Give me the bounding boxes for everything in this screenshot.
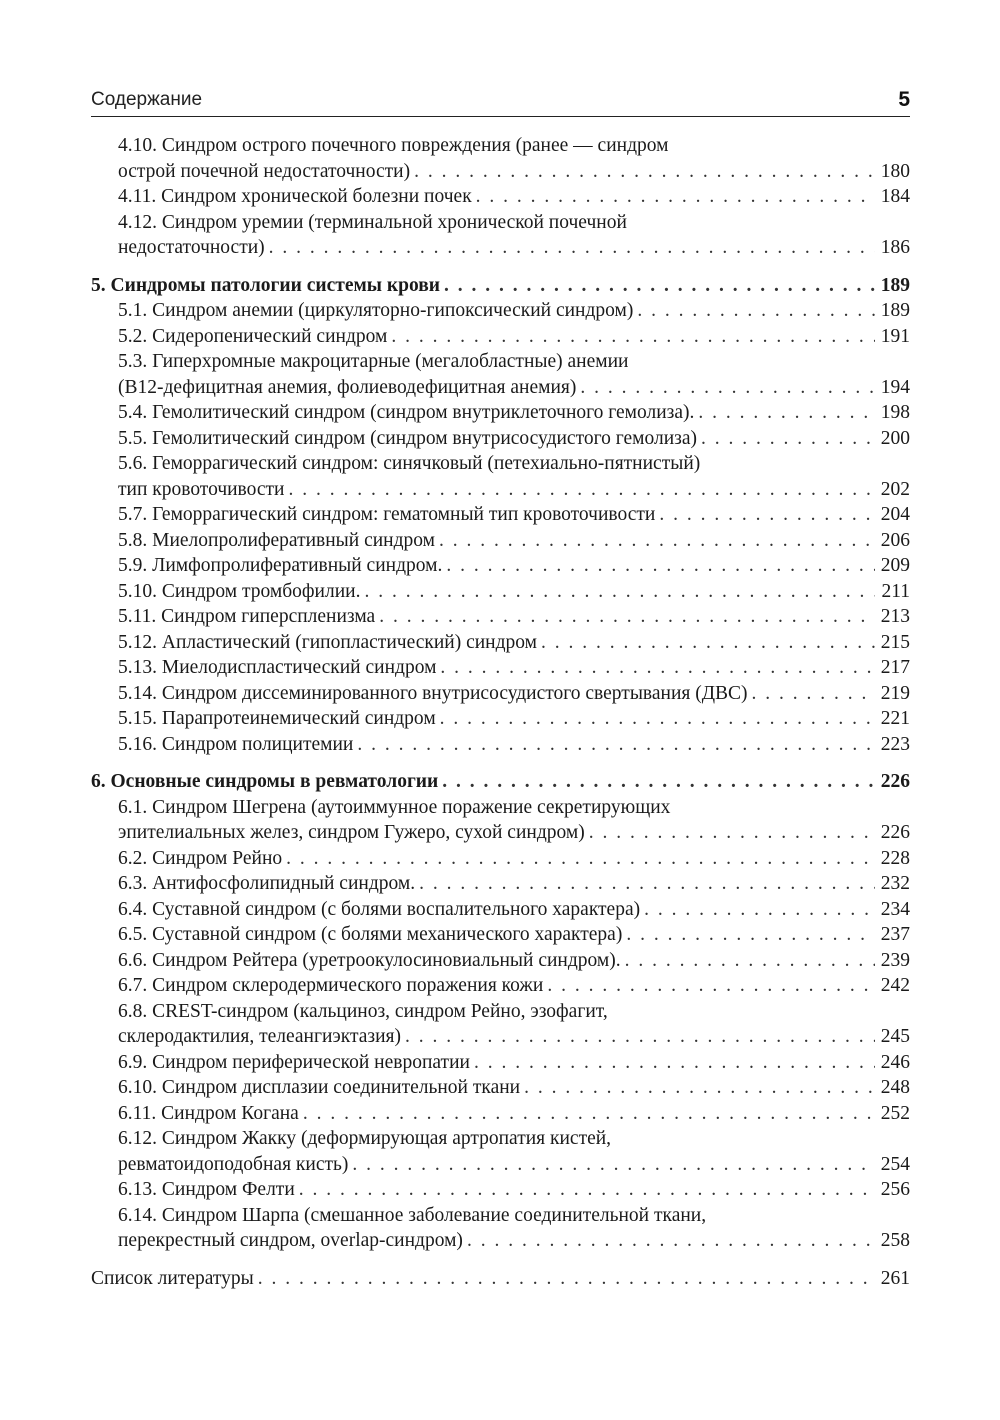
toc-entry-4-10[interactable]: острой почечной недостаточности) . . . 180 <box>91 159 910 185</box>
toc-entry-5-3-line1[interactable]: 5.3. Гиперхромные макроцитарные (мегалобластные) анемии <box>118 351 629 372</box>
toc-entry-6-5[interactable]: 6.5. Суставной синдром (с болями механического характера) . . . 237 <box>91 922 910 948</box>
toc-entry-6-12[interactable]: ревматоидоподобная кисть) . . . 254 <box>91 1152 910 1178</box>
page-ref: 254 <box>880 1153 910 1175</box>
page-ref: 213 <box>880 606 910 627</box>
page-ref: 215 <box>880 631 910 653</box>
leader-dots <box>547 973 874 999</box>
page-ref: 191 <box>880 325 910 347</box>
leader-dots <box>589 820 875 846</box>
page-ref: 189 <box>880 274 910 296</box>
leader-dots <box>286 846 875 872</box>
toc-entry-5-8[interactable]: 5.8. Миелопролиферативный синдром . . . 206 <box>91 528 910 554</box>
toc-entry-6-14[interactable]: перекрестный синдром, overlap-синдром) . . . 258 <box>91 1228 910 1254</box>
leader-dots <box>440 706 875 732</box>
toc-entry-5-1[interactable]: 5.1. Синдром анемии (циркуляторно-гипоксический синдром) . . . 189 <box>91 298 910 324</box>
toc-section-5[interactable]: 5. Синдромы патологии системы крови . . . 189 <box>91 273 910 299</box>
leader-dots <box>364 579 875 605</box>
leader-dots <box>391 324 874 350</box>
toc-entry-6-10[interactable]: 6.10. Синдром дисплазии соединительной ткани . . . 248 <box>91 1075 910 1101</box>
toc-entry-5-5[interactable]: 5.5. Гемолитический синдром (синдром внутрисосудистого гемолиза) . . . 200 <box>91 426 910 452</box>
toc-entry-6-11[interactable]: 6.11. Синдром Когана . . . 252 <box>91 1101 910 1127</box>
page-ref: 226 <box>880 771 910 792</box>
leader-dots <box>474 1050 875 1076</box>
leader-dots <box>444 273 875 299</box>
leader-dots <box>440 655 874 681</box>
leader-dots <box>626 922 874 948</box>
toc-entry-5-2[interactable]: 5.2. Сидеропенический синдром . . . 191 <box>91 324 910 350</box>
toc-entry-6-12-line1[interactable]: 6.12. Синдром Жакку (деформирующая артропатия кистей, <box>118 1128 612 1149</box>
page-ref: 189 <box>880 300 910 321</box>
page-ref: 252 <box>880 1102 910 1124</box>
page-ref: 246 <box>880 1051 910 1073</box>
page-ref: 248 <box>880 1077 910 1098</box>
page-ref: 239 <box>880 949 910 971</box>
toc-entry-5-13[interactable]: 5.13. Миелодиспластический синдром . . . 217 <box>91 655 910 681</box>
toc-entry-6-9[interactable]: 6.9. Синдром периферической невропатии . . . 246 <box>91 1050 910 1076</box>
leader-dots <box>414 159 875 185</box>
toc-entry-5-3[interactable]: (В12-дефицитная анемия, фолиеводефицитная анемия) . . . 194 <box>91 375 910 401</box>
page-ref: 245 <box>880 1026 910 1047</box>
page-ref: 261 <box>880 1267 910 1289</box>
toc-entry-6-3[interactable]: 6.3. Антифосфолипидный синдром. . . . 232 <box>91 871 910 897</box>
toc-entry-6-8-line1[interactable]: 6.8. CREST-синдром (кальциноз, синдром Рейно, эзофагит, <box>118 1000 608 1022</box>
leader-dots <box>439 528 875 554</box>
leader-dots <box>269 235 875 261</box>
leader-dots <box>541 630 875 656</box>
page-ref: 242 <box>880 975 910 996</box>
leader-dots <box>580 375 874 401</box>
page-ref: 180 <box>880 160 910 182</box>
toc-entry-6-4[interactable]: 6.4. Суставной синдром (с болями воспалительного характера) . . . 234 <box>91 897 910 923</box>
toc-entry-4-10-line1[interactable]: 4.10. Синдром острого почечного повреждения (ранее — синдром <box>118 135 669 156</box>
toc-entry-4-11[interactable]: 4.11. Синдром хронической болезни почек . . . 184 <box>91 184 910 210</box>
leader-dots <box>644 897 875 923</box>
leader-dots <box>476 184 875 210</box>
toc-entry-4-12-line1[interactable]: 4.12. Синдром уремии (терминальной хронической почечной <box>118 211 627 233</box>
leader-dots <box>419 871 875 897</box>
toc-entry-5-6[interactable]: тип кровоточивости . . . 202 <box>91 477 910 503</box>
toc-entry-5-15[interactable]: 5.15. Парапротеинемический синдром . . . 221 <box>91 706 910 732</box>
toc-entry-5-6-line1[interactable]: 5.6. Геморрагический синдром: синячковый (петехиально-пятнистый) <box>118 453 701 474</box>
toc-entry-5-14[interactable]: 5.14. Синдром диссеминированного внутрисосудистого свертывания (ДВС) . . . 219 <box>91 681 910 707</box>
toc-section-6[interactable]: 6. Основные синдромы в ревматологии . . . 226 <box>91 769 910 795</box>
page-ref: 194 <box>880 376 910 398</box>
toc-entry-6-2[interactable]: 6.2. Синдром Рейно . . . 228 <box>91 846 910 872</box>
page-ref: 211 <box>881 580 910 602</box>
page-ref: 186 <box>880 237 910 258</box>
leader-dots <box>752 681 875 707</box>
toc-entry-6-7[interactable]: 6.7. Синдром склеродермического поражения кожи . . . 242 <box>91 973 910 999</box>
page-ref: 184 <box>880 186 910 207</box>
leader-dots <box>625 948 875 974</box>
page-ref: 228 <box>880 847 910 869</box>
page-ref: 198 <box>880 402 910 423</box>
running-header <box>91 88 910 117</box>
toc-entry-5-4[interactable]: 5.4. Гемолитический синдром (синдром внутриклеточного гемолиза). . . . 198 <box>91 400 910 426</box>
page-ref: 209 <box>880 555 910 576</box>
leader-dots <box>467 1228 875 1254</box>
toc-entry-6-8[interactable]: склеродактилия, телеангиэктазия) . . . 245 <box>91 1024 910 1050</box>
leader-dots <box>258 1266 875 1292</box>
toc-references[interactable]: Список литературы . . . 261 <box>91 1266 910 1292</box>
toc-entry-5-11[interactable]: 5.11. Синдром гиперспленизма . . . 213 <box>91 604 910 630</box>
page-ref: 219 <box>880 682 910 704</box>
page-ref: 234 <box>880 898 910 920</box>
leader-dots <box>659 502 874 528</box>
page-ref: 204 <box>880 504 910 525</box>
leader-dots <box>442 769 874 795</box>
toc-entry-6-14-line1[interactable]: 6.14. Синдром Шарпа (смешанное заболевание соединительной ткани, <box>118 1204 707 1226</box>
page-number: 5 <box>898 88 910 111</box>
leader-dots <box>299 1177 875 1203</box>
page-ref: 200 <box>880 427 910 449</box>
leader-dots <box>288 477 874 503</box>
page-ref: 221 <box>880 708 910 729</box>
page-ref: 237 <box>880 924 910 945</box>
leader-dots <box>698 400 874 426</box>
toc-entry-5-12[interactable]: 5.12. Апластический (гипопластический) синдром . . . 215 <box>91 630 910 656</box>
leader-dots <box>357 732 874 758</box>
toc-entry-4-12[interactable]: недостаточности) . . . 186 <box>91 235 910 261</box>
toc-entry-6-13[interactable]: 6.13. Синдром Фелти . . . 256 <box>91 1177 910 1203</box>
leader-dots <box>637 298 874 324</box>
toc-entry-6-6[interactable]: 6.6. Синдром Рейтера (уретроокулосиновиальный синдром). . . . 239 <box>91 948 910 974</box>
page-ref: 232 <box>880 873 910 894</box>
page-ref: 223 <box>880 733 910 755</box>
toc-entry-5-9[interactable]: 5.9. Лимфопролиферативный синдром. . . . 209 <box>91 553 910 579</box>
toc-entry-5-7[interactable]: 5.7. Геморрагический синдром: гематомный тип кровоточивости . . . 204 <box>91 502 910 528</box>
table-of-contents <box>91 133 910 1291</box>
page-ref: 202 <box>880 478 910 500</box>
toc-entry-6-1-line1[interactable]: 6.1. Синдром Шегрена (аутоиммунное поражение секретирующих <box>118 796 671 818</box>
leader-dots <box>524 1075 875 1101</box>
leader-dots <box>701 426 875 452</box>
leader-dots <box>446 553 874 579</box>
toc-entry-5-10[interactable]: 5.10. Синдром тромбофилии. . . . 211 <box>91 579 910 605</box>
page-ref: 217 <box>880 657 910 678</box>
page-ref: 226 <box>880 822 910 843</box>
leader-dots <box>352 1152 874 1178</box>
page-ref: 256 <box>880 1179 910 1200</box>
toc-entry-6-1[interactable]: эпителиальных желез, синдром Гужеро, сухой синдром) . . . 226 <box>91 820 910 846</box>
header-title: Содержание <box>91 89 203 110</box>
leader-dots <box>303 1101 875 1127</box>
page-ref: 258 <box>880 1230 910 1251</box>
leader-dots <box>405 1024 875 1050</box>
leader-dots <box>379 604 875 630</box>
toc-entry-5-16[interactable]: 5.16. Синдром полицитемии . . . 223 <box>91 732 910 758</box>
page-ref: 206 <box>880 529 910 551</box>
